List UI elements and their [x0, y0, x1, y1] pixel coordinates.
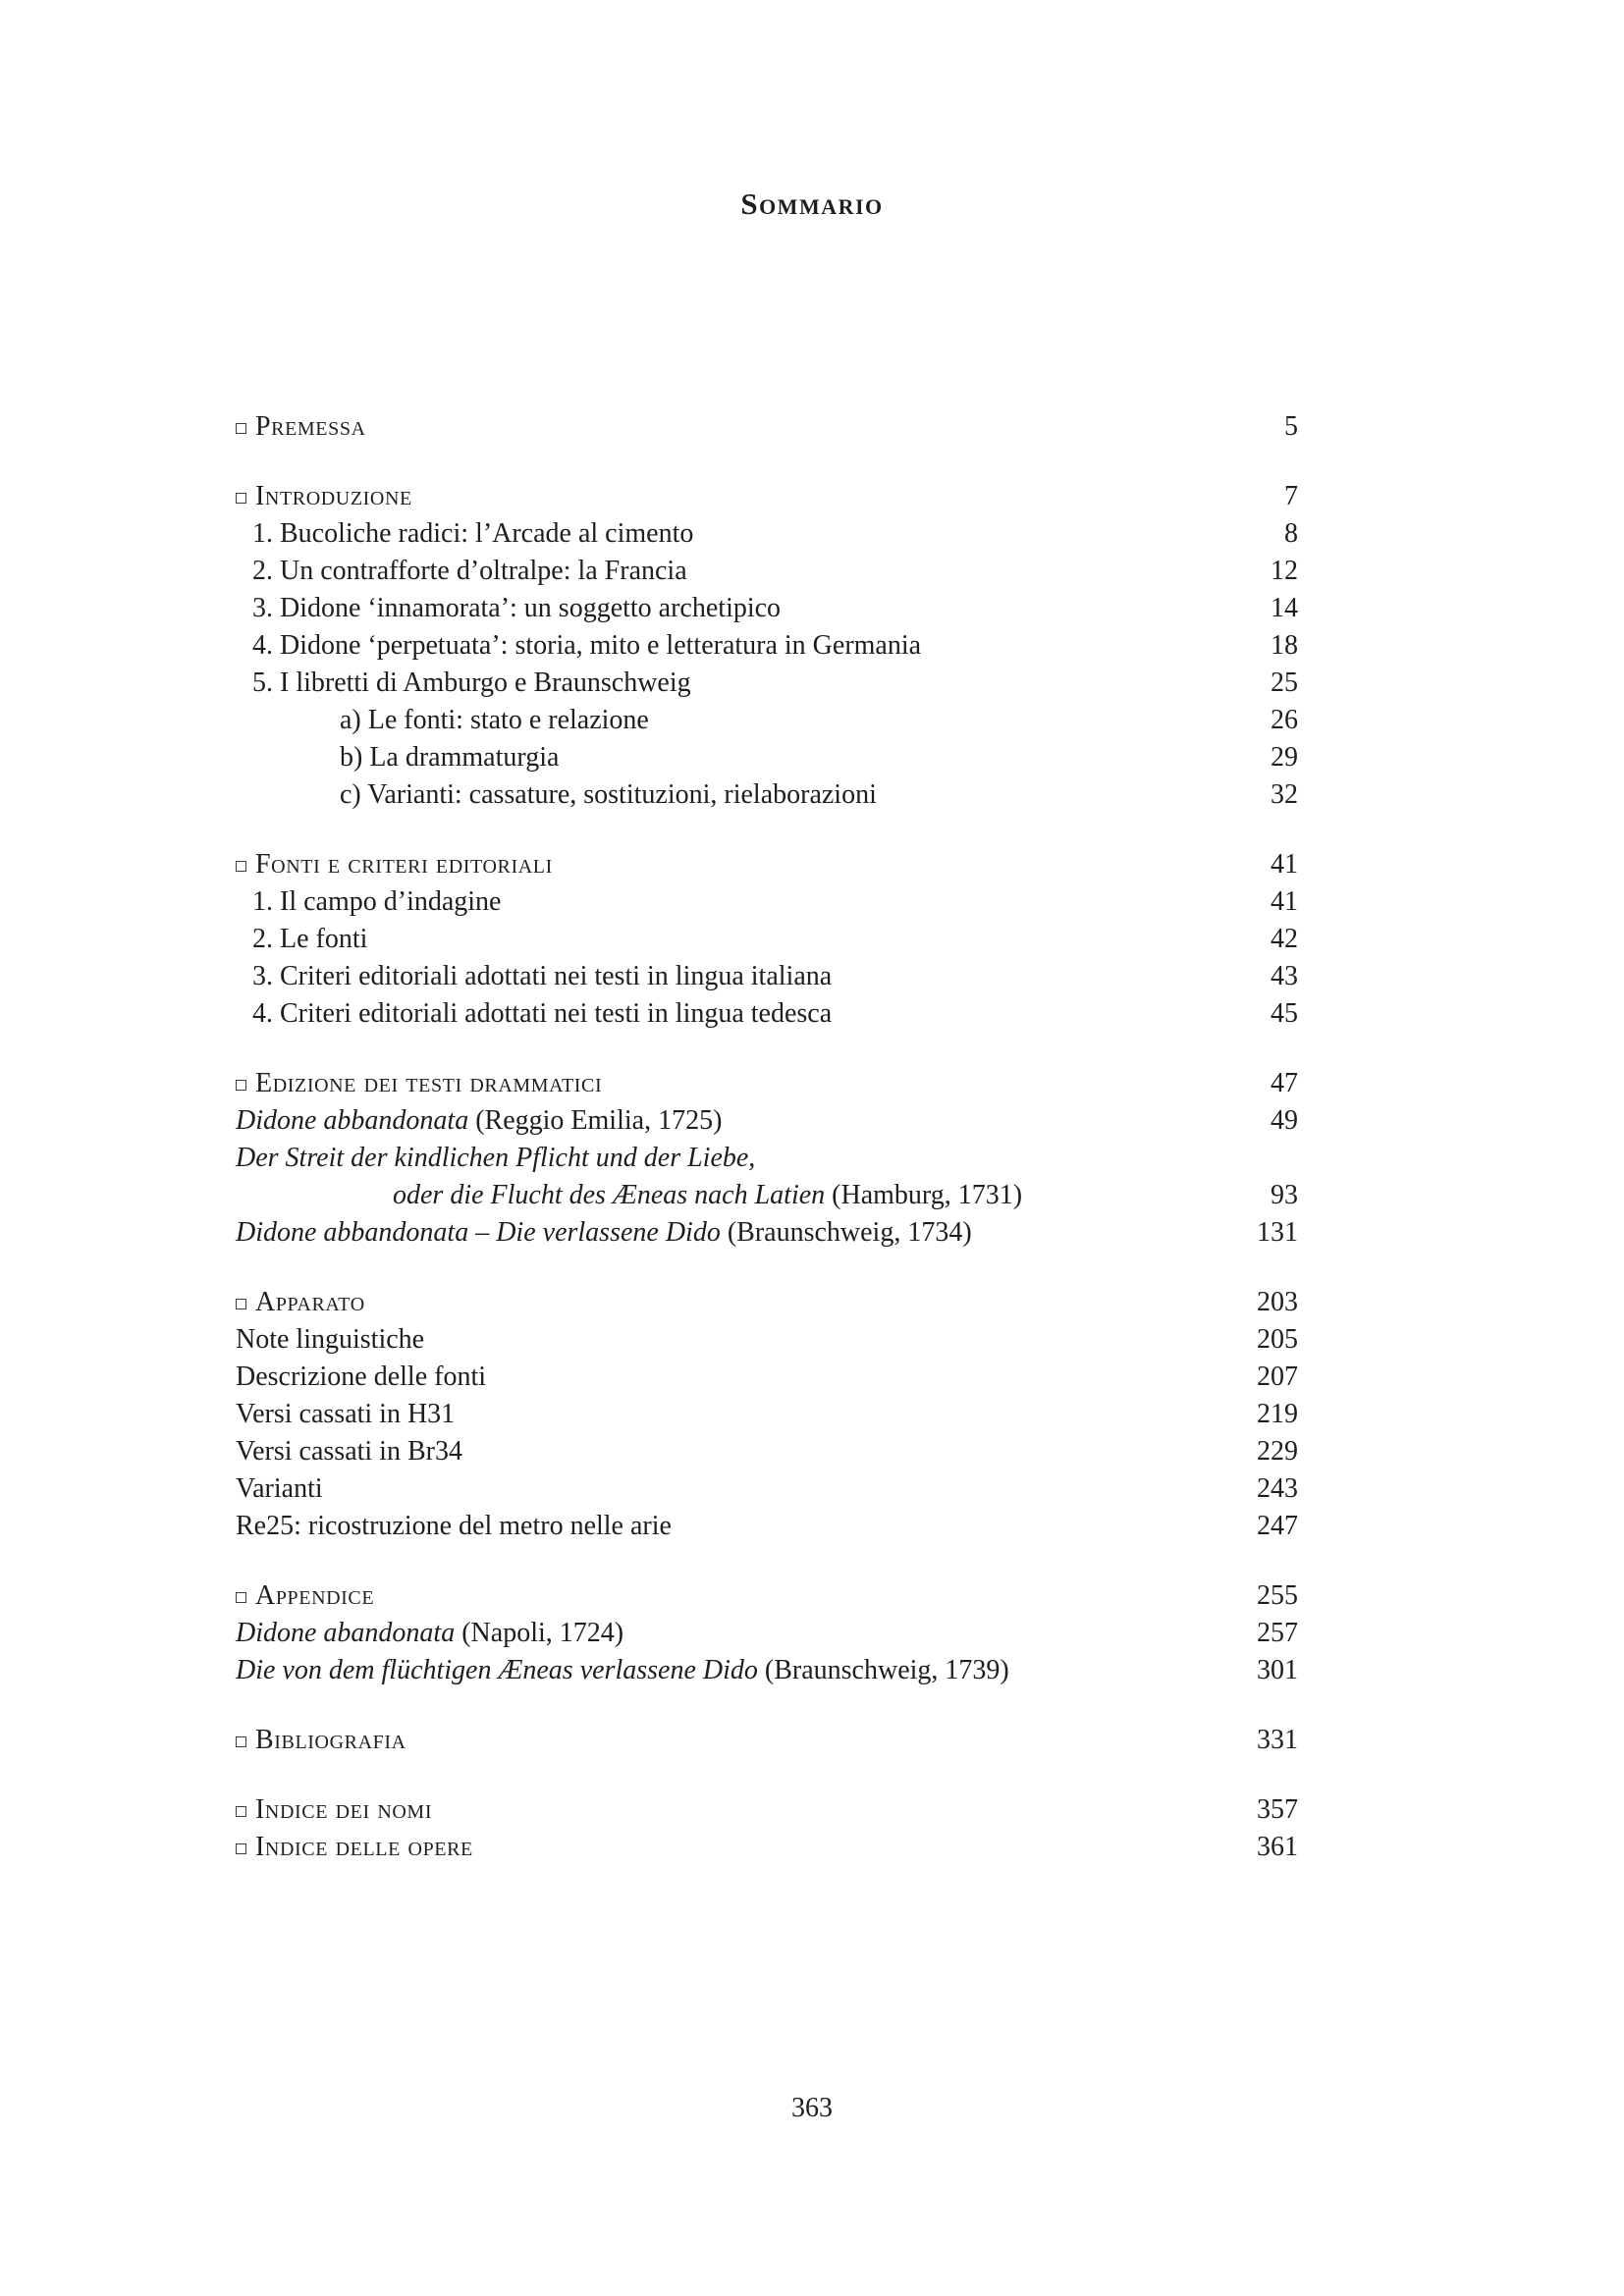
toc-entry-label — [236, 846, 1247, 883]
toc-entry-page-number: 361 — [1257, 1832, 1298, 1862]
toc-entry-title-italic: Der Streit der kindlichen Pflicht und der Liebe, — [236, 1143, 756, 1173]
toc-entry-page-number: 207 — [1257, 1362, 1298, 1392]
toc-entry-label — [252, 958, 1247, 995]
toc-entry-row — [236, 958, 1298, 995]
toc-entry-row — [236, 665, 1298, 702]
section-marker-icon — [236, 493, 246, 504]
toc-entry-page-number: 7 — [1284, 481, 1298, 511]
page-title: Sommario — [740, 187, 884, 221]
section-marker-icon — [236, 1299, 246, 1309]
toc-entry-page-number: 43 — [1271, 961, 1298, 991]
toc-entry-text: 4. Criteri editoriali adottati nei testi in lingua tedesca — [252, 998, 833, 1029]
toc-entry-text: 2. Un contrafforte d’oltralpe: la Francia — [252, 556, 687, 586]
toc-entry-text: c) Varianti: cassature, sostituzioni, rielaborazioni — [340, 779, 877, 810]
toc-entry-text: Descrizione delle fonti — [236, 1362, 487, 1392]
toc-section-row — [236, 1829, 1298, 1866]
toc-entry-row — [236, 1652, 1298, 1689]
toc-entry-row — [236, 1140, 1298, 1177]
toc-entry-label — [236, 478, 1261, 515]
section-marker-icon — [236, 1080, 246, 1091]
toc-entry-title-italic: Didone abbandonata — [236, 1105, 476, 1136]
toc-entry-text: Indice dei nomi — [255, 1794, 433, 1825]
toc-entry-label — [252, 590, 1247, 627]
toc-entry-label — [236, 1284, 1233, 1321]
toc-entry-label — [252, 995, 1247, 1033]
toc-entry-row — [236, 739, 1298, 776]
toc-entry-row — [236, 1214, 1298, 1252]
toc-entry-text: a) Le fonti: stato e relazione — [340, 705, 649, 735]
toc-entry-text: 4. Didone ‘perpetuata’: storia, mito e letteratura in Germania — [252, 630, 922, 661]
toc-entry-text: Fonti e criteri editoriali — [255, 849, 553, 880]
toc-entry-label — [252, 553, 1247, 590]
toc-entry-label — [236, 1791, 1233, 1829]
toc-entry-text: Varianti — [236, 1473, 323, 1504]
toc-entry-row — [236, 627, 1298, 665]
toc-entry-label — [252, 883, 1247, 921]
toc-entry-page-number: 243 — [1257, 1473, 1298, 1504]
toc-entry-text: 3. Didone ‘innamorata’: un soggetto archetipico — [252, 593, 782, 623]
toc-entry-label — [236, 1829, 1233, 1866]
toc-entry-text: Appendice — [255, 1580, 375, 1611]
toc-entry-page-number: 32 — [1271, 779, 1298, 810]
toc-entry-text: 2. Le fonti — [252, 924, 368, 954]
toc-entry-label — [252, 627, 1247, 665]
toc-section-row — [236, 1065, 1298, 1102]
toc-entry-text: 1. Il campo d’indagine — [252, 886, 502, 917]
toc-entry-page-number: 47 — [1271, 1068, 1298, 1098]
section-marker-icon — [236, 861, 246, 872]
toc-entry-page-number: 26 — [1271, 705, 1298, 735]
toc-entry-text: Bibliografia — [255, 1725, 406, 1755]
footer-page-number: 363 — [791, 2093, 833, 2123]
toc-entry-text: Edizione dei testi drammatici — [255, 1068, 603, 1098]
toc-entry-text: (Hamburg, 1731) — [832, 1180, 1023, 1210]
toc-entry-page-number: 12 — [1271, 556, 1298, 586]
toc-entry-label — [236, 1470, 1233, 1508]
toc-entry-page-number: 18 — [1271, 630, 1298, 661]
toc-entry-text: (Braunschweig, 1734) — [727, 1217, 972, 1248]
toc-entry-text: Versi cassati in H31 — [236, 1399, 456, 1429]
toc-entry-text: Indice delle opere — [255, 1832, 473, 1862]
toc-entry-label — [236, 1615, 1233, 1652]
toc-entry-title-italic: Didone abandonata — [236, 1618, 462, 1648]
toc-entry-text: Introduzione — [255, 481, 412, 511]
toc-list — [236, 408, 1298, 1866]
toc-entry-page-number: 205 — [1257, 1324, 1298, 1355]
toc-entry-text: 3. Criteri editoriali adottati nei testi in lingua italiana — [252, 961, 833, 991]
section-marker-icon — [236, 1736, 246, 1747]
toc-entry-label — [236, 1359, 1233, 1396]
toc-entry-label — [252, 921, 1247, 958]
toc-entry-text: Apparato — [255, 1287, 365, 1317]
toc-entry-label — [236, 1102, 1247, 1140]
toc-section-row — [236, 1722, 1298, 1759]
toc-entry-row — [236, 1321, 1298, 1359]
toc-entry-label — [236, 1433, 1233, 1470]
toc-entry-text: 5. I libretti di Amburgo e Braunschweig — [252, 667, 691, 698]
toc-entry-text: Note linguistiche — [236, 1324, 425, 1355]
toc-entry-page-number: 203 — [1257, 1287, 1298, 1317]
toc-entry-row — [236, 1396, 1298, 1433]
section-marker-icon — [236, 1843, 246, 1854]
toc-entry-title-italic: Die von dem flüchtigen Æneas verlassene Dido — [236, 1655, 765, 1685]
toc-entry-label — [236, 1396, 1233, 1433]
toc-entry-label — [252, 515, 1261, 553]
toc-entry-title-italic: oder die Flucht des Æneas nach Latien — [393, 1180, 833, 1210]
toc-entry-label — [340, 702, 1247, 739]
toc-entry-label — [236, 1722, 1233, 1759]
toc-entry-row — [236, 1508, 1298, 1545]
toc-entry-row — [236, 1359, 1298, 1396]
toc-entry-label — [340, 776, 1247, 814]
toc-entry-row — [236, 702, 1298, 739]
toc-entry-page-number: 42 — [1271, 924, 1298, 954]
page-footer — [0, 2093, 1624, 2124]
toc-entry-label — [236, 408, 1261, 446]
toc-entry-title-italic: Didone abbandonata – Die verlassene Dido — [236, 1217, 728, 1248]
toc-entry-row — [236, 515, 1298, 553]
toc-entry-page-number: 25 — [1271, 667, 1298, 698]
toc-entry-row — [236, 776, 1298, 814]
toc-entry-row — [236, 995, 1298, 1033]
toc-entry-text: (Reggio Emilia, 1725) — [475, 1105, 723, 1136]
toc-entry-row — [236, 921, 1298, 958]
toc-entry-row — [236, 1615, 1298, 1652]
toc-entry-row — [236, 553, 1298, 590]
toc-entry-label — [340, 739, 1247, 776]
toc-entry-page-number: 301 — [1257, 1655, 1298, 1685]
toc-section-row — [236, 1284, 1298, 1321]
toc-entry-label — [236, 1065, 1247, 1102]
toc-entry-page-number: 41 — [1271, 886, 1298, 917]
toc-entry-label — [393, 1177, 1247, 1214]
toc-entry-row — [236, 1433, 1298, 1470]
toc-entry-page-number: 131 — [1257, 1217, 1298, 1248]
toc-entry-label — [236, 1140, 1274, 1177]
toc-entry-row — [236, 883, 1298, 921]
toc-entry-text: (Napoli, 1724) — [461, 1618, 624, 1648]
toc-entry-page-number: 45 — [1271, 998, 1298, 1029]
toc-entry-row — [236, 1102, 1298, 1140]
toc-entry-page-number: 5 — [1284, 411, 1298, 442]
toc-entry-page-number: 8 — [1284, 518, 1298, 549]
toc-entry-page-number: 29 — [1271, 742, 1298, 773]
toc-section-row — [236, 478, 1298, 515]
toc-entry-page-number: 331 — [1257, 1725, 1298, 1755]
toc-entry-text: Re25: ricostruzione del metro nelle arie — [236, 1511, 672, 1541]
toc-entry-page-number: 255 — [1257, 1580, 1298, 1611]
toc-entry-text: b) La drammaturgia — [340, 742, 560, 773]
toc-entry-page-number: 41 — [1271, 849, 1298, 880]
section-marker-icon — [236, 1592, 246, 1603]
toc-entry-label — [236, 1577, 1233, 1615]
toc-entry-page-number: 229 — [1257, 1436, 1298, 1467]
toc-entry-page-number: 93 — [1271, 1180, 1298, 1210]
toc-section-row — [236, 408, 1298, 446]
toc-entry-page-number: 49 — [1271, 1105, 1298, 1136]
toc-entry-label — [236, 1214, 1233, 1252]
toc-entry-page-number: 257 — [1257, 1618, 1298, 1648]
section-marker-icon — [236, 1806, 246, 1817]
toc-entry-row — [236, 1470, 1298, 1508]
toc-entry-row — [236, 1177, 1298, 1214]
toc-section-row — [236, 1791, 1298, 1829]
section-marker-icon — [236, 423, 246, 434]
toc-entry-text: (Braunschweig, 1739) — [764, 1655, 1009, 1685]
toc-entry-label — [236, 1508, 1233, 1545]
toc-entry-label — [236, 1321, 1233, 1359]
toc-section-row — [236, 1577, 1298, 1615]
toc-entry-text: 1. Bucoliche radici: l’Arcade al cimento — [252, 518, 694, 549]
toc-section-row — [236, 846, 1298, 883]
toc-entry-row — [236, 590, 1298, 627]
toc-entry-page-number: 14 — [1271, 593, 1298, 623]
toc-entry-page-number: 247 — [1257, 1511, 1298, 1541]
toc-entry-text: Versi cassati in Br34 — [236, 1436, 462, 1467]
toc-entry-page-number: 357 — [1257, 1794, 1298, 1825]
toc-entry-label — [252, 665, 1247, 702]
toc-entry-text: Premessa — [255, 411, 366, 442]
toc-entry-label — [236, 1652, 1233, 1689]
toc-entry-page-number: 219 — [1257, 1399, 1298, 1429]
